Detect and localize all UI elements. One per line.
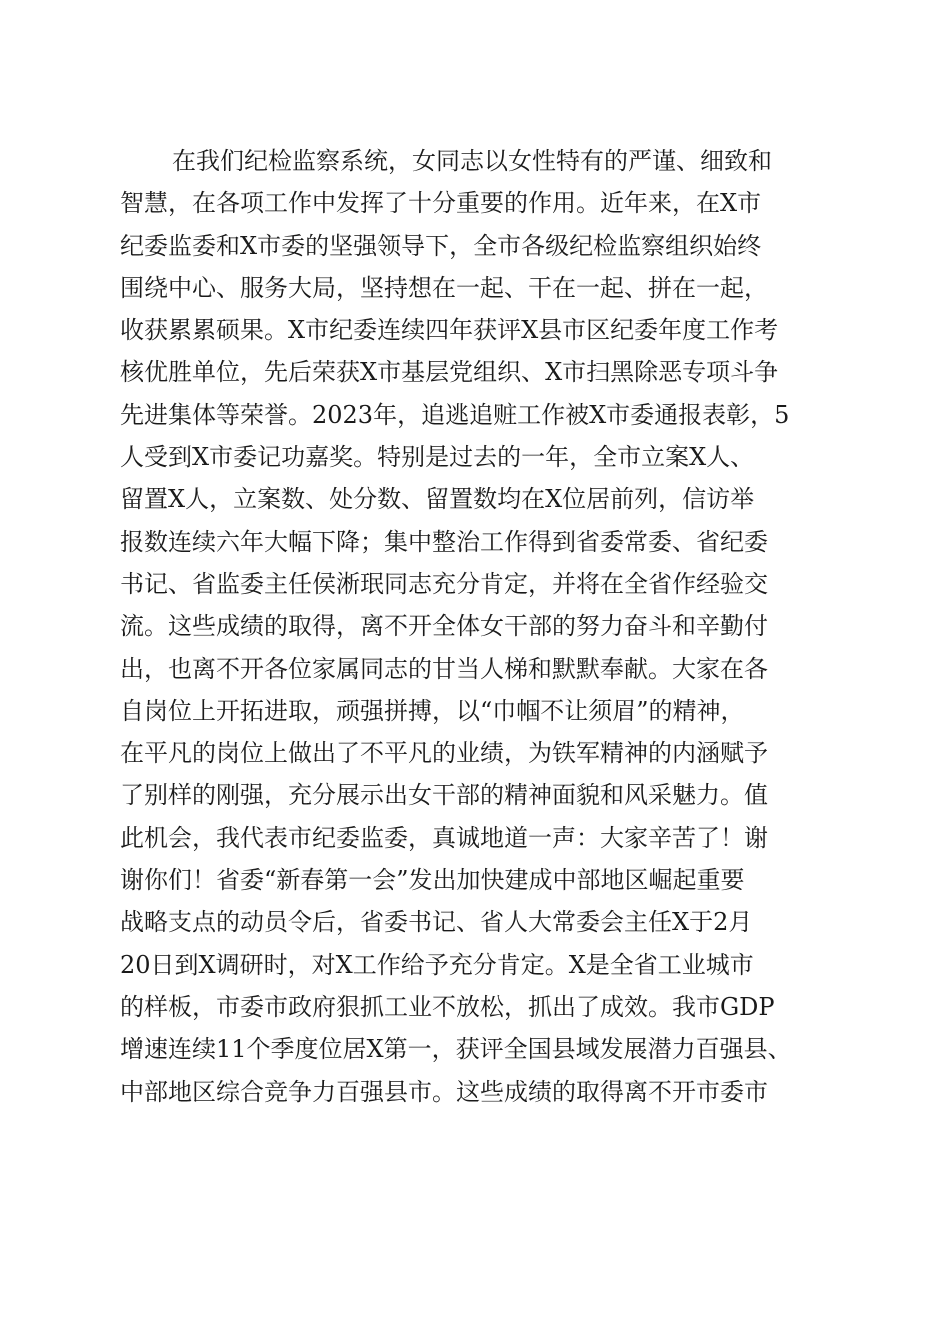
text-line-19: 战略支点的动员令后，省委书记、省人大常委会主任X于2月 — [120, 908, 753, 937]
text-line-16: 了别样的刚强，充分展示出女干部的精神面貌和风采魅力。值 — [120, 781, 768, 810]
text-line-5: 收获累累硕果。X市纪委连续四年获评X县市区纪委年度工作考 — [120, 316, 779, 345]
text-line-3: 纪委监委和X市委的坚强领导下，全市各级纪检监察组织始终 — [120, 231, 762, 260]
text-line-22: 增速连续11个季度位居X第一，获评全国县域发展潜力百强县、 — [120, 1035, 792, 1064]
body-paragraph — [120, 140, 840, 1113]
text-line-7: 先进集体等荣誉。2023年，追逃追赃工作被X市委通报表彰，5 — [120, 400, 790, 429]
text-line-12: 流。这些成绩的取得，离不开全体女干部的努力奋斗和辛勤付 — [120, 612, 768, 641]
text-line-10: 报数连续六年大幅下降；集中整治工作得到省委常委、省纪委 — [120, 527, 768, 556]
text-line-2: 智慧，在各项工作中发挥了十分重要的作用。近年来，在X市 — [120, 189, 762, 218]
text-line-21: 的样板，市委市政府狠抓工业不放松，抓出了成效。我市GDP — [120, 992, 775, 1021]
text-line-14: 自岗位上开拓进取，顽强拼搏，以“巾帼不让须眉”的精神， — [120, 696, 745, 725]
text-line-1: 在我们纪检监察系统，女同志以女性特有的严谨、细致和 — [172, 147, 772, 175]
text-line-23: 中部地区综合竞争力百强县市。这些成绩的取得离不开市委市 — [120, 1077, 768, 1106]
text-line-4: 围绕中心、服务大局，坚持想在一起、干在一起、拼在一起， — [120, 273, 768, 302]
text-line-18: 谢你们！省委“新春第一会”发出加快建成中部地区崛起重要 — [120, 866, 745, 895]
text-line-20: 20日到X调研时，对X工作给予充分肯定。X是全省工业城市 — [120, 950, 754, 979]
text-line-15: 在平凡的岗位上做出了不平凡的业绩，为铁军精神的内涵赋予 — [120, 739, 768, 768]
text-line-17: 此机会，我代表市纪委监委，真诚地道一声：大家辛苦了！谢 — [120, 823, 768, 852]
text-line-8: 人受到X市委记功嘉奖。特别是过去的一年，全市立案X人、 — [120, 443, 755, 472]
text-line-13: 出，也离不开各位家属同志的甘当人梯和默默奉献。大家在各 — [120, 654, 768, 683]
text-line-11: 书记、省监委主任侯淅珉同志充分肯定，并将在全省作经验交 — [120, 569, 768, 598]
text-line-6: 核优胜单位，先后荣获X市基层党组织、X市扫黑除恶专项斗争 — [120, 358, 779, 387]
text-line-9: 留置X人，立案数、处分数、留置数均在X位居前列，信访举 — [120, 485, 755, 514]
